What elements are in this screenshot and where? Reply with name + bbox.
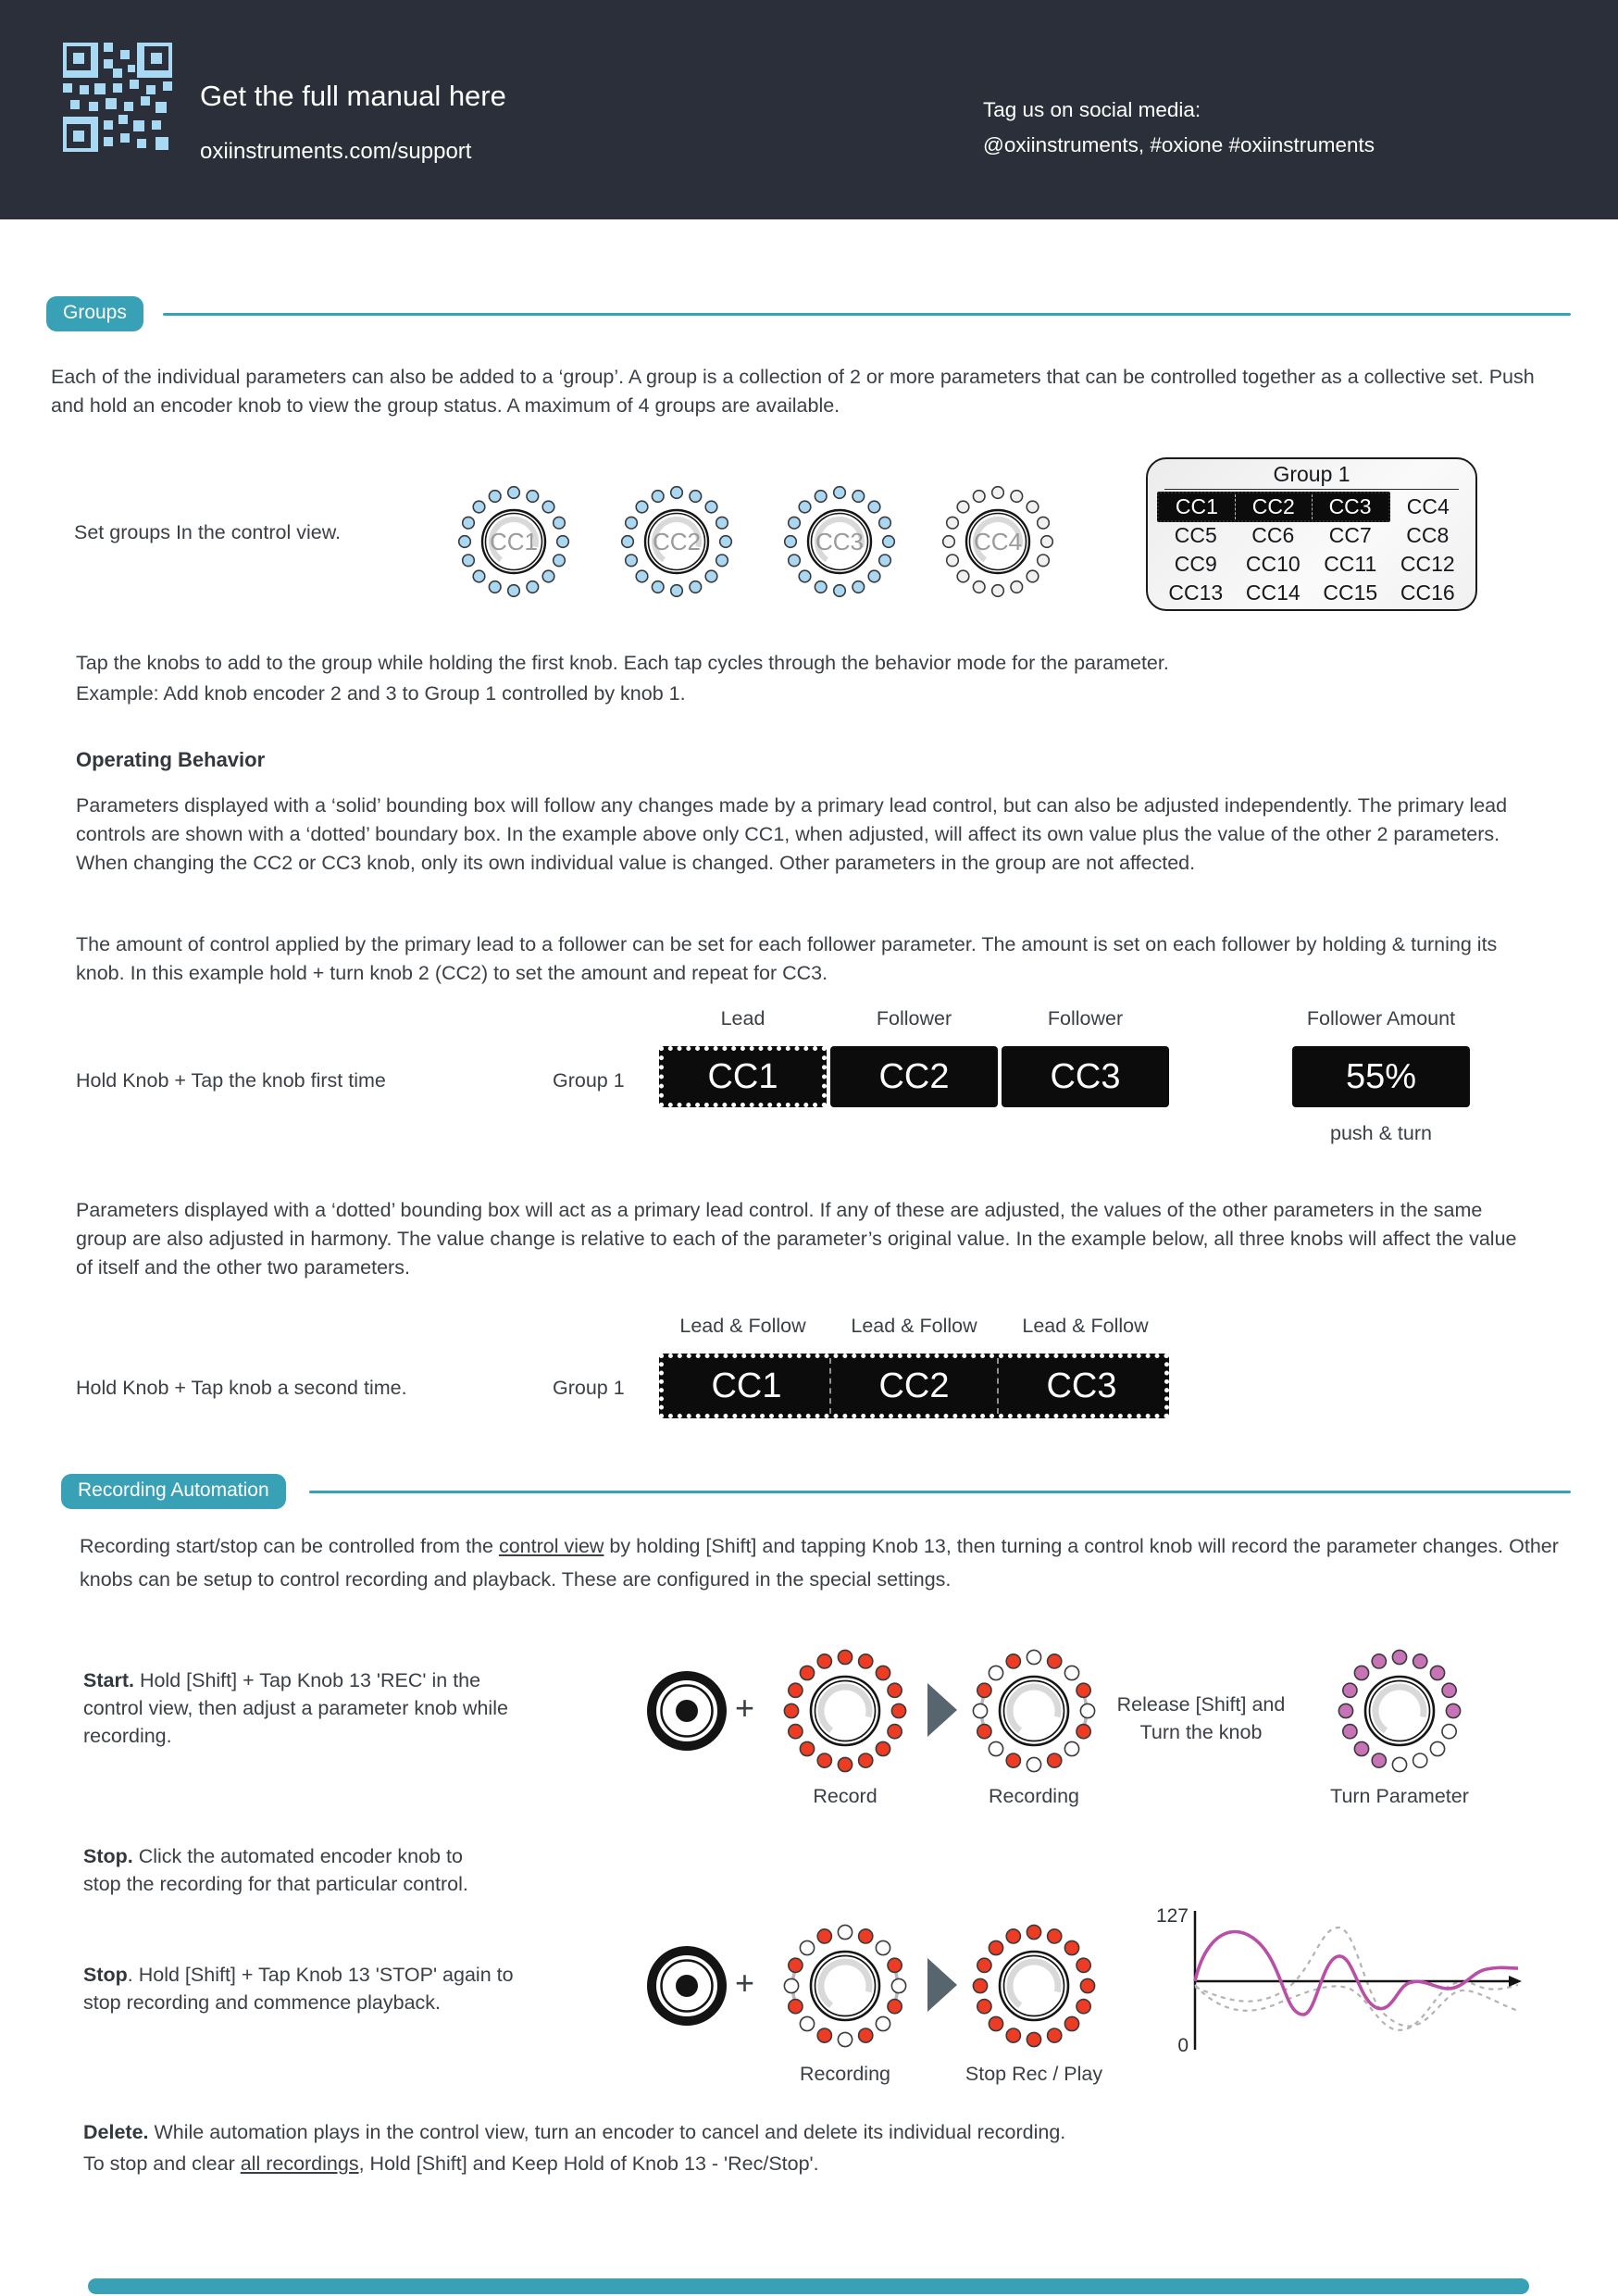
diagram2-caption: Hold Knob + Tap knob a second time.	[76, 1377, 407, 1399]
arrow-right-icon	[927, 1683, 959, 1737]
tap-line1: Tap the knobs to add to the group while holding the first knob. Each tap cycles through the behavior mode for the parameter.	[76, 652, 1169, 674]
cc1-lead-follow-box: CC1	[711, 1366, 782, 1405]
stop-shift-instruction	[83, 1961, 528, 2016]
diagram2-group-label: Group 1	[553, 1377, 625, 1399]
group-status-panel	[1146, 457, 1477, 611]
header-title: Get the full manual here	[200, 80, 506, 112]
delete-instruction	[83, 2116, 1583, 2179]
stop-text: . Hold [Shift] + Tap Knob 13 'STOP' again to stop recording and commence playback.	[83, 1964, 514, 2014]
record-knob-icon	[776, 1641, 915, 1780]
group-cell: CC6	[1251, 523, 1295, 547]
solid-box-paragraph: Parameters displayed with a ‘solid’ bounding box will follow any changes made by a primary lead control, but can also be adjusted independently. The primary lead controls are shown with a ‘dotted’ boundary box. In the example above only CC1, when adjusted, will affect its own value plus the value of the other 2 parameters. When changing the CC2 or CC3 knob, only its own individual value is changed. Other parameters in the group are not affected.	[76, 794, 1508, 874]
lead-follow-label: Lead & Follow	[851, 1315, 977, 1337]
cc1-lead-box: CC1	[659, 1046, 827, 1107]
tap-line2: Example: Add knob encoder 2 and 3 to Group 1 controlled by knob 1.	[76, 682, 686, 705]
group-cell: CC9	[1174, 552, 1217, 576]
diagram1-caption: Hold Knob + Tap the knob first time	[76, 1069, 386, 1092]
intro-text: by holding [Shift] and tapping Knob 13, then turning a control knob will record the parameter changes. Other knobs can be setup to control recording and playback. These are configured in the special settings.	[80, 1535, 1559, 1591]
grouped-cc-strip	[1157, 492, 1390, 522]
support-url[interactable]: oxiinstruments.com/support	[200, 139, 472, 164]
plus-sign: +	[735, 1689, 755, 1727]
cc3-follower-box: CC3	[1002, 1046, 1169, 1107]
all-recordings-underline: all recordings	[240, 2152, 359, 2175]
page-header	[0, 0, 1618, 219]
intro-text: Recording start/stop can be controlled from the	[80, 1535, 499, 1557]
delete-keyword: Delete.	[83, 2121, 149, 2143]
turn-parameter-caption: Turn Parameter	[1330, 1785, 1469, 1807]
start-instruction	[83, 1666, 511, 1750]
ghost-curve	[1195, 1982, 1518, 2030]
knob-label: CC4	[973, 528, 1023, 555]
social-media-line2: @oxiinstruments, #oxione #oxiinstruments	[983, 133, 1375, 156]
recording-knob-icon	[965, 1641, 1103, 1780]
time-axis-arrowhead	[1509, 1976, 1522, 1987]
lead-follow-label: Lead & Follow	[679, 1315, 806, 1337]
lead-follow-label: Lead & Follow	[1022, 1315, 1149, 1337]
delete-text: , Hold [Shift] and Keep Hold of Knob 13 - 'Rec/Stop'.	[358, 2152, 819, 2175]
group-cell: CC11	[1324, 552, 1377, 576]
encoder-knob-cc2	[616, 481, 737, 602]
cc2-follower-box: CC2	[830, 1046, 998, 1107]
group-panel-title: Group 1	[1273, 462, 1350, 486]
recording-caption: Recording	[989, 1785, 1079, 1807]
stop-keyword: Stop	[83, 1964, 128, 1986]
footer-accent-bar	[88, 2278, 1529, 2294]
group-cell: CC12	[1400, 552, 1455, 576]
qr-code[interactable]	[63, 43, 172, 152]
group-cell: CC16	[1400, 580, 1455, 605]
control-view-link-text: control view	[498, 1535, 604, 1557]
follower-label: Follower	[876, 1007, 952, 1029]
knob-label: CC1	[489, 528, 539, 555]
stop-rec-play-caption: Stop Rec / Play	[965, 2063, 1103, 2085]
push-turn-hint: push & turn	[1330, 1122, 1432, 1144]
follower-amount-label: Follower Amount	[1306, 1007, 1456, 1029]
encoder-knob-cc3	[779, 481, 900, 602]
lead-follow-strip	[659, 1354, 1169, 1418]
stop-keyword: Stop.	[83, 1845, 133, 1867]
encoder-knob-cc1	[454, 481, 574, 602]
groups-intro-paragraph: Each of the individual parameters can also be added to a ‘group’. A group is a collection of 2 or more parameters that can be controlled together as a collective set. Push and hold an encoder knob to view the group status. A maximum of 4 groups are available.	[51, 366, 1535, 417]
lead-label: Lead	[720, 1007, 765, 1029]
chart-y-max: 127	[1155, 1905, 1189, 1927]
set-groups-caption: Set groups In the control view.	[74, 521, 342, 543]
dotted-box-paragraph: Parameters displayed with a ‘dotted’ bounding box will act as a primary lead control. If any of these are adjusted, the values of the other parameters in the same group are also adjusted in harmony. The value change is relative to each of the parameter’s original value. In the example below, all three knobs will affect the value of itself and the other two parameters.	[76, 1199, 1517, 1279]
record-button-icon	[645, 1669, 728, 1753]
recording-knob-icon	[776, 1916, 915, 2055]
record-button-icon	[645, 1944, 728, 2028]
cc3-lead-follow-box: CC3	[997, 1358, 1164, 1414]
group-cell: CC8	[1406, 523, 1450, 547]
stop-rec-knob-icon	[965, 1916, 1103, 2055]
section-label-recording-automation: Recording Automation	[61, 1474, 286, 1509]
group-cell: CC2	[1235, 494, 1312, 519]
follower-label: Follower	[1047, 1007, 1124, 1029]
group-cell: CC13	[1168, 580, 1224, 605]
recording-intro-paragraph	[80, 1529, 1612, 1596]
turn-parameter-knob-icon	[1330, 1641, 1469, 1780]
follower-amount-value: 55%	[1292, 1046, 1470, 1107]
arrow-right-icon	[927, 1958, 959, 2012]
start-text: Hold [Shift] + Tap Knob 13 'REC' in the control view, then adjust a parameter knob while recording.	[83, 1669, 508, 1747]
delete-text: While automation plays in the control view, turn an encoder to cancel and delete its individual recording.	[148, 2121, 1066, 2143]
group-cell: CC1	[1175, 494, 1218, 518]
section-divider	[309, 1491, 1571, 1493]
group-cell: CC14	[1245, 580, 1301, 605]
group-cell: CC10	[1245, 552, 1301, 576]
knob-label: CC3	[815, 528, 865, 555]
recording-caption: Recording	[800, 2063, 890, 2085]
encoder-knob-cc4	[938, 481, 1058, 602]
diagram1-group-label: Group 1	[553, 1069, 625, 1092]
section-label-groups: Groups	[46, 296, 143, 331]
cc2-lead-follow-box: CC2	[829, 1358, 997, 1414]
automation-curve-chart	[1146, 1900, 1535, 2062]
plus-sign: +	[735, 1964, 755, 2002]
group-cell: CC4	[1406, 494, 1450, 518]
social-media-line1: Tag us on social media:	[983, 98, 1201, 121]
release-line2: Turn the knob	[1139, 1721, 1263, 1743]
group-cell: CC5	[1174, 523, 1217, 547]
follower-amount-paragraph: The amount of control applied by the primary lead to a follower can be set for each follower parameter. The amount is set on each follower by holding & turning its knob. In this example hold + turn knob 2 (CC2) to set the amount and repeat for CC3.	[76, 933, 1498, 984]
group-cell: CC3	[1312, 494, 1388, 519]
release-line1: Release [Shift] and	[1116, 1693, 1286, 1716]
release-shift-note	[1097, 1691, 1305, 1746]
delete-line1	[83, 2116, 1583, 2148]
delete-text: To stop and clear	[83, 2152, 241, 2175]
chart-y-min: 0	[1177, 2035, 1189, 2056]
start-keyword: Start.	[83, 1669, 134, 1691]
stop-text: Click the automated encoder knob to stop the recording for that particular control.	[83, 1845, 468, 1895]
stop-click-instruction	[83, 1842, 495, 1898]
group-cell: CC15	[1323, 580, 1378, 605]
group-panel-separator	[1164, 489, 1459, 490]
operating-behavior-heading: Operating Behavior	[76, 748, 266, 771]
record-caption: Record	[813, 1785, 877, 1807]
section-divider	[163, 313, 1571, 316]
tap-instructions	[76, 648, 1557, 709]
knob-label: CC2	[652, 528, 702, 555]
group-cell: CC7	[1328, 523, 1372, 547]
delete-line2	[83, 2148, 1583, 2179]
